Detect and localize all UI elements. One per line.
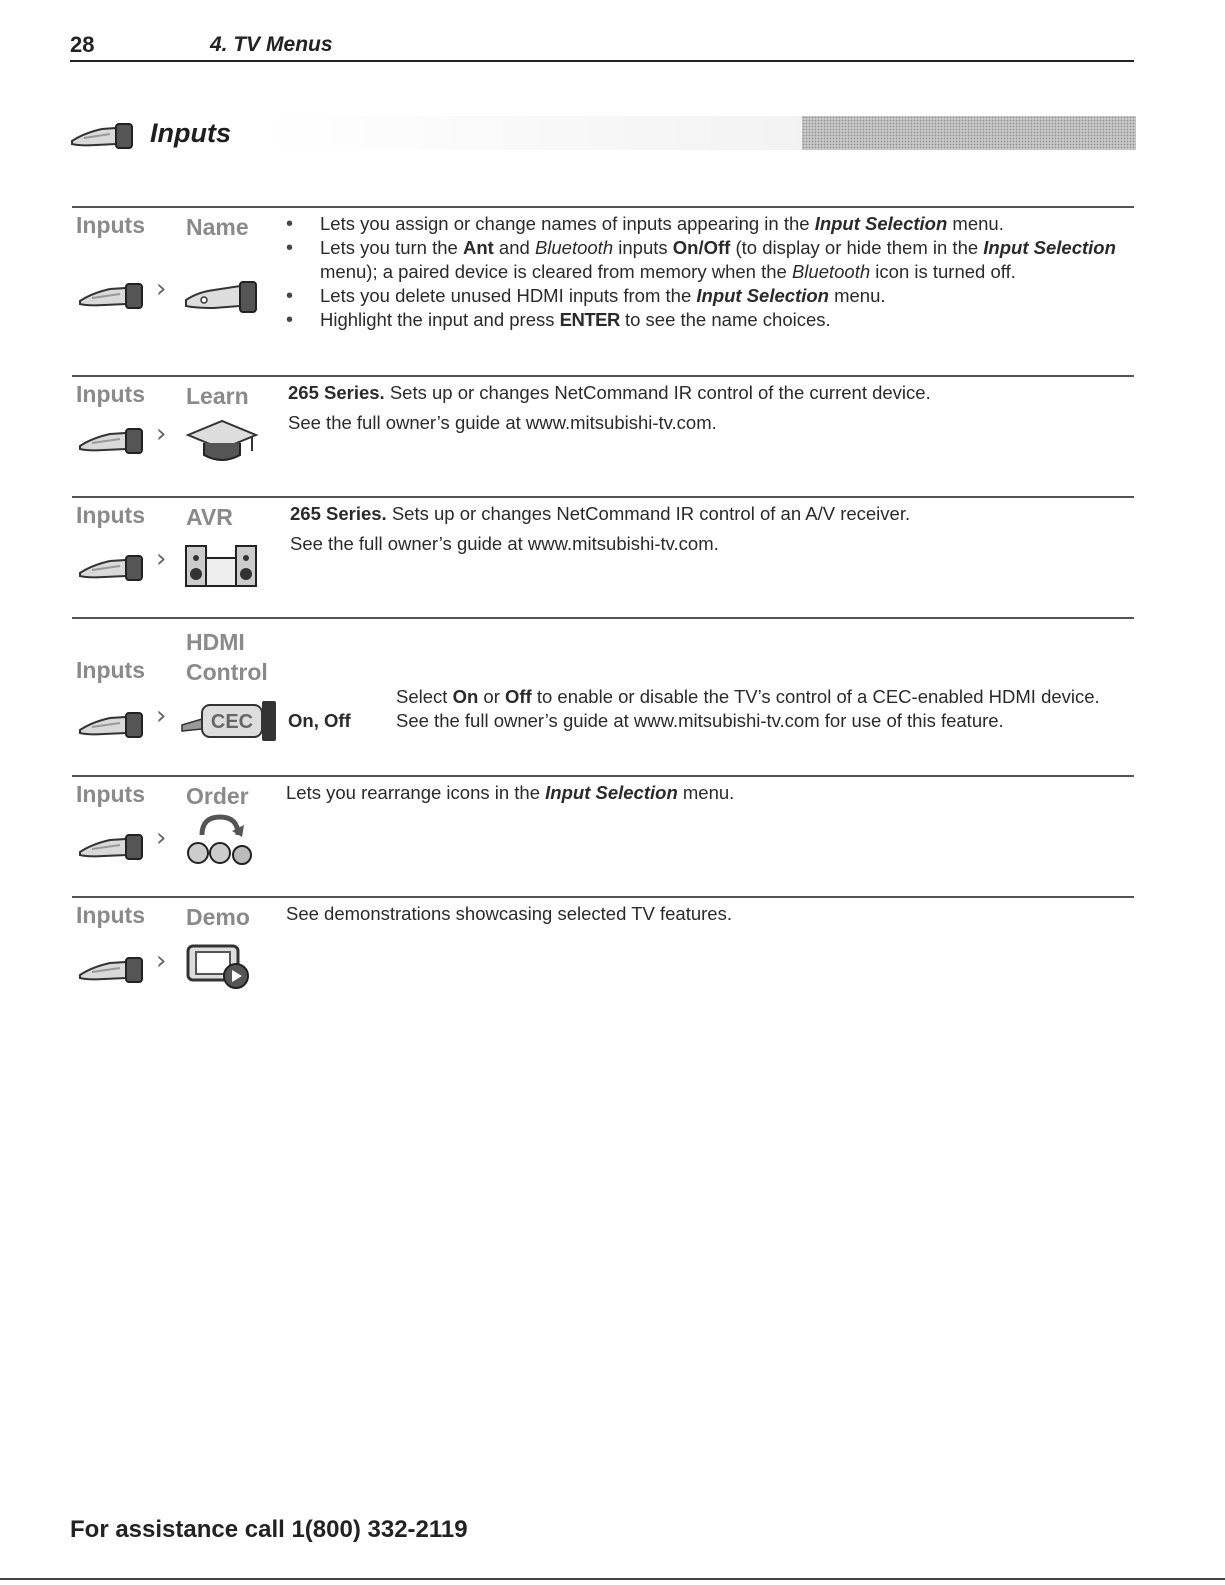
banner-gradient [260, 116, 860, 150]
inputs-plug-icon [78, 421, 148, 460]
row-label-inputs: Inputs [76, 902, 145, 928]
chevron-right-icon: › [156, 946, 167, 976]
chevron-right-icon: › [156, 544, 167, 574]
inputs-plug-icon [78, 705, 148, 744]
series-label: 265 Series. [290, 503, 387, 524]
page-number: 28 [70, 32, 95, 57]
row-label-sub: Demo [186, 904, 250, 930]
inputs-plug-icon [70, 116, 138, 155]
row-label-sub: AVR [186, 504, 233, 530]
page-header [70, 30, 1134, 62]
option-label: On, Off [288, 710, 351, 731]
row-label-sub: Order [186, 783, 249, 809]
row-label-inputs: Inputs [76, 781, 145, 807]
chevron-right-icon: › [156, 419, 167, 449]
row-description [286, 212, 1136, 332]
chevron-right-icon: › [156, 274, 167, 304]
demo-play-icon [184, 940, 258, 995]
row-label-inputs: Inputs [76, 502, 145, 528]
chevron-right-icon: › [156, 701, 167, 731]
menu-row-learn [72, 375, 1134, 495]
menu-row-hdmi-control [72, 617, 1134, 775]
row-description: Select On or Off to enable or disable the TV’s control of a CEC-enabled HDMI device. See the full owner’s guide at www.mitsubishi-tv.com for use of this feature. [396, 686, 1100, 731]
assistance-footer: For assistance call 1(800) 332-2119 [70, 1516, 468, 1543]
inputs-plug-icon [78, 827, 148, 866]
banner-dot-pattern [802, 116, 1136, 150]
cec-icon [180, 697, 280, 750]
order-icon [184, 811, 258, 872]
owners-guide-note: See the full owner’s guide at www.mitsubishi-tv.com. [288, 412, 717, 433]
row-description: 265 Series. Sets up or changes NetCommand IR control of an A/V receiver. See the full owner’s guide at www.mitsubishi-tv.com. [290, 502, 1130, 556]
bullet-item: • Highlight the input and press ENTER to see the name choices. [286, 308, 1136, 332]
inputs-plug-icon [78, 950, 148, 989]
graduation-cap-icon [184, 417, 260, 470]
inputs-plug-icon [78, 276, 148, 315]
bullet-item: • Lets you assign or change names of inputs appearing in the Input Selection menu. [286, 212, 1136, 236]
row-label-inputs: Inputs [76, 212, 145, 238]
chevron-right-icon: › [156, 823, 167, 853]
menu-row-avr [72, 496, 1134, 616]
section-title: Inputs [150, 118, 231, 148]
row-label-inputs: Inputs [76, 381, 145, 407]
row-label-sub-line2: Control [186, 659, 268, 685]
name-tag-icon [184, 278, 258, 319]
section-banner [70, 112, 1134, 152]
row-label-sub: Name [186, 214, 249, 240]
owners-guide-note: See the full owner’s guide at www.mitsubishi-tv.com. [290, 533, 719, 554]
row-description: See demonstrations showcasing selected TV features. [286, 903, 732, 924]
inputs-plug-icon [78, 548, 148, 587]
menu-row-order [72, 775, 1134, 895]
row-label-inputs: Inputs [76, 657, 145, 683]
row-description: Lets you rearrange icons in the Input Selection menu. [286, 782, 735, 803]
series-label: 265 Series. [288, 382, 385, 403]
chapter-title: 4. TV Menus [210, 33, 333, 56]
menu-row-demo [72, 896, 1134, 1008]
bullet-item: • Lets you delete unused HDMI inputs from the Input Selection menu. [286, 284, 1136, 308]
menu-row-name [72, 206, 1134, 374]
svg-text:CEC: CEC [210, 711, 254, 733]
row-description: 265 Series. Sets up or changes NetCommand IR control of the current device. See the full owner’s guide at www.mitsubishi-tv.com. [288, 381, 1128, 435]
bottom-rule [0, 1578, 1225, 1580]
row-label-sub: Learn [186, 383, 249, 409]
row-label-sub-line1: HDMI [186, 629, 245, 655]
av-receiver-icon [184, 540, 258, 595]
bullet-item: • Lets you turn the Ant and Bluetooth inputs On/Off (to display or hide them in the Input Selection menu); a paired device is cleared from memory when the Bluetooth icon is turned off. [286, 236, 1136, 284]
